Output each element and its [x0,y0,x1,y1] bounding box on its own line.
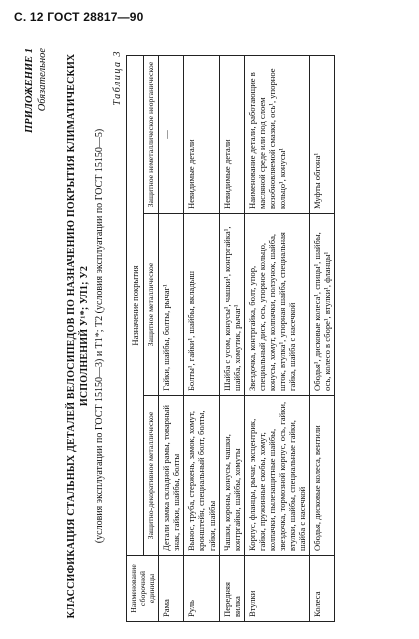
row-unit: Руль [184,556,219,622]
row-unit: Рама [159,556,184,622]
row-cell-col-3: Невидимые детали [219,55,244,213]
row-cell-col-1: Чашки, короны, конусы, чашки, контргайки, шайбы, хомуты [219,396,244,556]
row-unit: Передняя вилка [219,556,244,622]
document-title: КЛАССИФИКАЦИЯ СТАЛЬНЫХ ДЕТАЛЕЙ ВЕЛОСИПЕДОВ ПО НАЗНАЧЕНИЮ ПОКРЫТИЯ КЛИМАТИЧЕСКИХ ИСПОЛНЕНИЙ У¹*; УЛ1; У2 [66,53,90,619]
header-col-2: Защитное металлическое [143,214,159,396]
header-col-1: Защитно-декоративное металлическое [143,396,159,556]
classification-table [126,55,335,622]
row-cell-col-3: Муфты обгона¹ [309,55,334,213]
row-cell-col-2: Шайба с усом, конусы¹, чашки¹, контргайка¹, шайба, хомутик, рычаг¹ [219,214,244,396]
table-row [219,55,244,621]
row-unit: Втулки [244,556,309,622]
row-cell-col-2: Болты¹, гайки¹, шайбы, вкладыш [184,214,219,396]
document-subtitle: (условия эксплуатации по ГОСТ 15150—3) и Т1*; Т2 (условия эксплуатации по ГОСТ 15150—5) [94,128,105,544]
header-group: Назначение покрытия [127,55,144,555]
row-cell-col-1: Ободья, дисковые колеса, вентили [309,396,334,556]
row-cell-col-1: Вынос, труба, стержень, замок, хомут, кронштейн, специальный болт, болты, гайки, шайбы [184,396,219,556]
header-unit: Наименование сборочной единицы [127,556,159,622]
appendix-status: Обязательное [36,48,48,112]
table-row [159,55,184,621]
row-cell-col-3: Наименование детали, работающие в масляной среде или под слоем возобновляемой смазки, ось¹, упорное кольцо¹, конусы¹ [244,55,309,213]
row-cell-col-1: Детали замка складной рамы, товарный знак, гайки, шайбы, болты [159,396,184,556]
row-cell-col-3: — [159,55,184,213]
table-caption: Таблица 3 [112,50,123,106]
row-cell-col-1: Корпус, фланцы, рычаг, эксцентрик, гайки, пружинные скобы, хомут, колпачки, пылезащитные шайбы, звездочка, тормозной корпус, ось, гайки, втулки, шайбы, специальные гайки, шайба с насечкой [244,396,309,556]
row-cell-col-2: Ободья¹, дисковые колеса¹, спицы¹, шайбы, ось, колесо в сборе¹, втулки¹, фланцы¹ [309,214,334,396]
row-cell-col-2: Звездочка, контргайка, болт, упор, специальный диск, ось, упорное кольцо, конусы, хомут, колпачки, ползунок, шайба, шток, втулка¹, упорная шайба, специальная гайка, шайба с насечкой [244,214,309,396]
row-unit: Колеса [309,556,334,622]
table-row [184,55,219,621]
page-header: С. 12 ГОСТ 28817—90 [14,10,144,24]
table-row [244,55,309,621]
appendix-title: ПРИЛОЖЕНИЕ 1 [24,48,35,133]
header-col-3: Защитное неметаллическое неорганическое [143,55,159,213]
rotated-page-content [24,46,408,626]
appendix-block [24,48,49,133]
row-cell-col-2: Гайки, шайбы, болты, рычаг¹ [159,214,184,396]
table-row [309,55,334,621]
row-cell-col-3: Невидимые детали [184,55,219,213]
